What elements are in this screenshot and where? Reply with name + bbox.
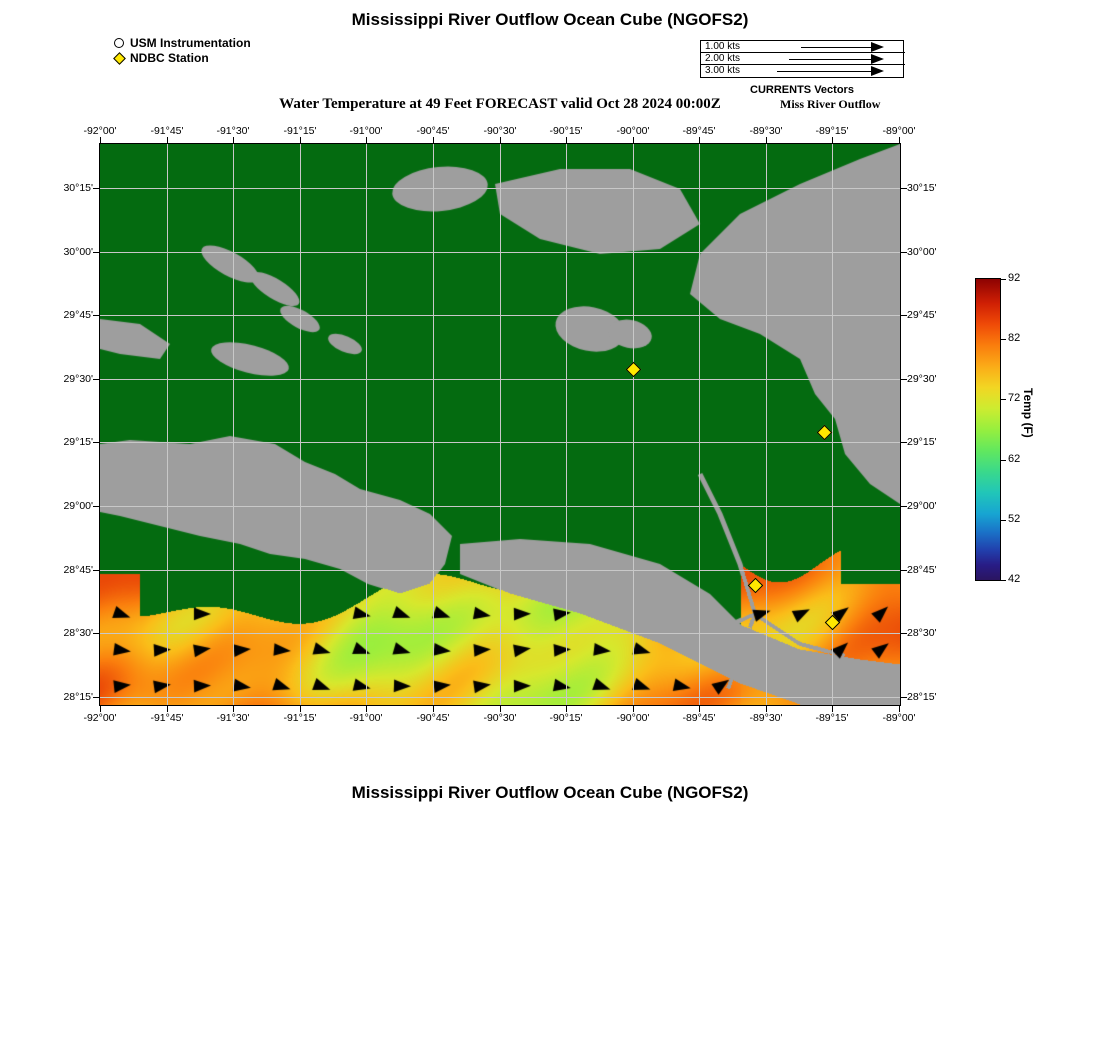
colorbar-tick-label: 82 — [1008, 332, 1021, 344]
lat-tick-label-right: 28°15' — [907, 691, 937, 703]
lon-tick-mark — [766, 137, 767, 143]
lat-tick-label-right: 30°00' — [907, 246, 937, 258]
lon-tick-label-top: -90°45' — [416, 125, 450, 137]
lon-tick-label-bottom: -89°30' — [749, 712, 783, 724]
lat-tick-label-left: 29°30' — [63, 373, 93, 385]
lat-tick-mark — [901, 442, 907, 443]
lat-tick-mark — [93, 442, 99, 443]
lat-tick-mark — [901, 379, 907, 380]
vector-key-row-1 — [701, 41, 905, 53]
lat-tick-label-left: 30°15' — [63, 182, 93, 194]
lon-tick-mark — [633, 706, 634, 712]
lon-tick-label-bottom: -90°00' — [616, 712, 650, 724]
gridline-horizontal — [100, 633, 900, 634]
legend-item-usm — [110, 36, 251, 50]
vector-key-label-2: 2.00 kts — [705, 53, 741, 64]
legend-label-ndbc: NDBC Station — [130, 51, 209, 65]
lon-tick-label-top: -91°45' — [150, 125, 184, 137]
lat-tick-mark — [901, 697, 907, 698]
lon-tick-mark — [433, 137, 434, 143]
vector-key-label-3: 3.00 kts — [705, 65, 741, 76]
colorbar-tick-label: 62 — [1008, 453, 1021, 465]
lat-tick-mark — [93, 570, 99, 571]
lon-tick-mark — [167, 706, 168, 712]
lat-tick-label-left: 29°00' — [63, 500, 93, 512]
lon-tick-label-bottom: -91°00' — [349, 712, 383, 724]
gridline-horizontal — [100, 188, 900, 189]
lon-tick-mark — [899, 137, 900, 143]
gridline-vertical — [766, 144, 767, 705]
lon-tick-mark — [233, 706, 234, 712]
lat-tick-mark — [901, 633, 907, 634]
lat-tick-label-right: 28°45' — [907, 564, 937, 576]
lat-tick-label-right: 29°45' — [907, 309, 937, 321]
lon-tick-mark — [300, 137, 301, 143]
gridline-vertical — [433, 144, 434, 705]
gridline-horizontal — [100, 315, 900, 316]
lon-tick-mark — [300, 706, 301, 712]
lon-tick-label-bottom: -89°00' — [882, 712, 916, 724]
lon-tick-mark — [699, 137, 700, 143]
colorbar-tick-mark — [1001, 279, 1006, 280]
lon-tick-label-top: -89°15' — [815, 125, 849, 137]
gridline-horizontal — [100, 570, 900, 571]
gridline-horizontal — [100, 697, 900, 698]
lat-tick-mark — [93, 315, 99, 316]
gridline-vertical — [566, 144, 567, 705]
colorbar-tick-mark — [1001, 399, 1006, 400]
colorbar-gradient — [975, 278, 1001, 581]
lon-tick-label-bottom: -91°45' — [150, 712, 184, 724]
colorbar-tick-label: 42 — [1008, 573, 1021, 585]
vector-head-2 — [871, 54, 884, 64]
gridline-horizontal — [100, 442, 900, 443]
vector-head-1 — [871, 42, 884, 52]
diamond-marker-icon — [110, 51, 128, 65]
colorbar-tick-label: 72 — [1008, 392, 1021, 404]
map-legend — [110, 36, 251, 66]
lon-tick-label-top: -90°30' — [483, 125, 517, 137]
colorbar-tick-mark — [1001, 460, 1006, 461]
chart-subtitle: Water Temperature at 49 Feet FORECAST valid Oct 28 2024 00:00Z — [279, 96, 721, 112]
lon-tick-label-top: -91°00' — [349, 125, 383, 137]
lat-tick-mark — [901, 188, 907, 189]
vector-shaft-1 — [801, 47, 871, 48]
circle-marker-icon — [110, 36, 128, 50]
lon-tick-mark — [366, 137, 367, 143]
vector-key-label-1: 1.00 kts — [705, 41, 741, 52]
map-plot-area[interactable] — [99, 143, 901, 706]
gridline-vertical — [366, 144, 367, 705]
lon-tick-label-bottom: -90°30' — [483, 712, 517, 724]
lat-tick-label-left: 28°45' — [63, 564, 93, 576]
lat-tick-label-right: 29°15' — [907, 436, 937, 448]
lon-tick-mark — [566, 137, 567, 143]
lat-tick-mark — [901, 506, 907, 507]
lon-tick-label-top: -92°00' — [83, 125, 117, 137]
lat-tick-label-left: 28°15' — [63, 691, 93, 703]
outflow-label: Miss River Outflow — [780, 97, 881, 111]
gridline-vertical — [233, 144, 234, 705]
gridline-vertical — [300, 144, 301, 705]
lon-tick-mark — [566, 706, 567, 712]
lon-tick-mark — [500, 137, 501, 143]
colorbar-tick-label: 92 — [1008, 272, 1021, 284]
lat-tick-label-right: 30°15' — [907, 182, 937, 194]
lon-tick-label-top: -89°00' — [882, 125, 916, 137]
lon-tick-mark — [433, 706, 434, 712]
lat-tick-mark — [901, 252, 907, 253]
vector-head-3 — [871, 66, 884, 76]
bottom-title: Mississippi River Outflow Ocean Cube (NGOFS2) — [351, 783, 749, 802]
lon-tick-label-bottom: -89°45' — [682, 712, 716, 724]
lon-tick-label-top: -90°15' — [549, 125, 583, 137]
lat-tick-mark — [93, 506, 99, 507]
lon-tick-mark — [100, 137, 101, 143]
lon-tick-label-bottom: -91°30' — [216, 712, 250, 724]
vector-shaft-3 — [777, 71, 871, 72]
lon-tick-mark — [699, 706, 700, 712]
legend-label-usm: USM Instrumentation — [130, 36, 251, 50]
lon-tick-mark — [899, 706, 900, 712]
lat-tick-mark — [901, 570, 907, 571]
lat-tick-mark — [93, 252, 99, 253]
gridline-vertical — [167, 144, 168, 705]
lon-tick-label-bottom: -92°00' — [83, 712, 117, 724]
lat-tick-label-right: 29°00' — [907, 500, 937, 512]
lon-tick-label-top: -91°30' — [216, 125, 250, 137]
lon-tick-label-bottom: -90°45' — [416, 712, 450, 724]
gridline-horizontal — [100, 379, 900, 380]
lat-tick-label-left: 28°30' — [63, 627, 93, 639]
lat-tick-label-left: 29°45' — [63, 309, 93, 321]
lon-tick-mark — [832, 706, 833, 712]
lon-tick-label-bottom: -91°15' — [283, 712, 317, 724]
gridline-horizontal — [100, 506, 900, 507]
page-title: Mississippi River Outflow Ocean Cube (NGOFS2) — [351, 10, 749, 29]
vector-shaft-2 — [789, 59, 871, 60]
lat-tick-label-left: 29°15' — [63, 436, 93, 448]
colorbar-tick-mark — [1001, 520, 1006, 521]
lat-tick-mark — [93, 697, 99, 698]
gridline-vertical — [699, 144, 700, 705]
gridline-horizontal — [100, 252, 900, 253]
lon-tick-mark — [233, 137, 234, 143]
currents-vector-key — [700, 40, 904, 78]
vector-key-row-3 — [701, 65, 905, 77]
lon-tick-mark — [366, 706, 367, 712]
colorbar-title: Temp (F) — [1021, 388, 1035, 438]
lon-tick-label-top: -91°15' — [283, 125, 317, 137]
lon-tick-mark — [100, 706, 101, 712]
lat-tick-label-left: 30°00' — [63, 246, 93, 258]
gridline-vertical — [500, 144, 501, 705]
lat-tick-mark — [93, 379, 99, 380]
lon-tick-label-top: -89°30' — [749, 125, 783, 137]
vector-key-caption: CURRENTS Vectors — [750, 84, 854, 96]
lat-tick-label-right: 29°30' — [907, 373, 937, 385]
vector-key-row-2 — [701, 53, 905, 65]
lon-tick-mark — [500, 706, 501, 712]
lon-tick-mark — [167, 137, 168, 143]
lat-tick-label-right: 28°30' — [907, 627, 937, 639]
legend-item-ndbc — [110, 51, 251, 65]
lat-tick-mark — [93, 633, 99, 634]
colorbar-tick-mark — [1001, 580, 1006, 581]
lon-tick-label-top: -90°00' — [616, 125, 650, 137]
colorbar-tick-mark — [1001, 339, 1006, 340]
colorbar-tick-label: 52 — [1008, 513, 1021, 525]
lat-tick-mark — [93, 188, 99, 189]
gridline-vertical — [633, 144, 634, 705]
lon-tick-mark — [633, 137, 634, 143]
lon-tick-label-bottom: -89°15' — [815, 712, 849, 724]
lon-tick-mark — [832, 137, 833, 143]
lat-tick-mark — [901, 315, 907, 316]
lon-tick-label-bottom: -90°15' — [549, 712, 583, 724]
lon-tick-label-top: -89°45' — [682, 125, 716, 137]
lon-tick-mark — [766, 706, 767, 712]
